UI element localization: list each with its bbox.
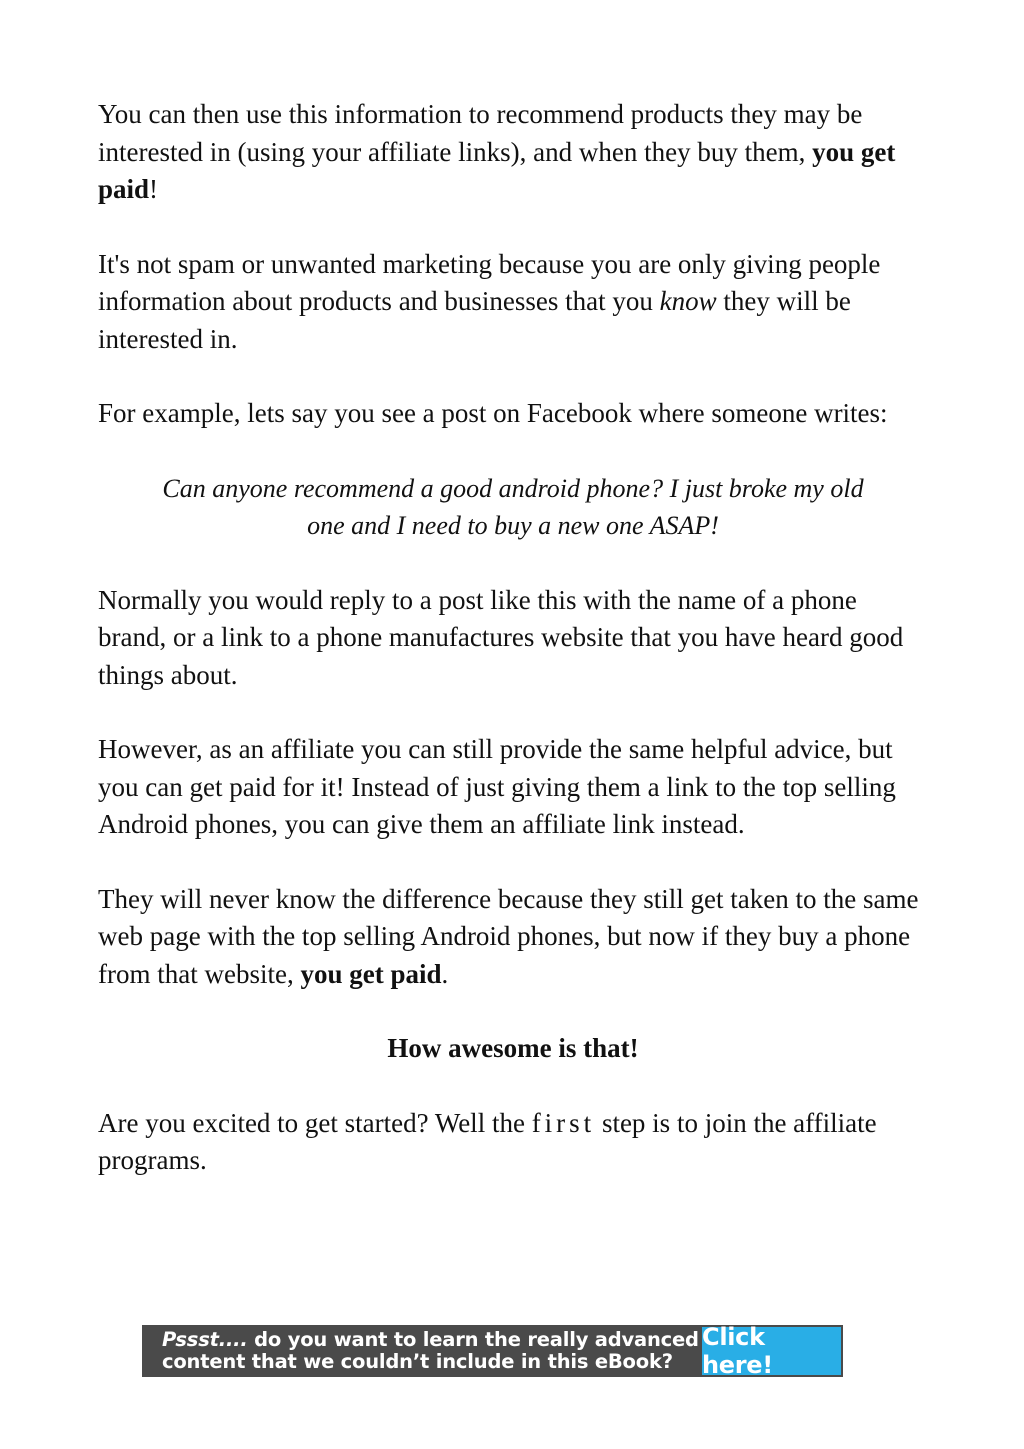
quote-line-2: one and I need to buy a new one ASAP! <box>307 511 719 540</box>
heading-how-awesome: How awesome is that! <box>387 1033 639 1063</box>
advanced-content-banner[interactable] <box>142 1325 843 1377</box>
paragraph-never-know: They will never know the difference because they still get taken to the same web page with the top selling Android phones, but now if they buy a phone from that website, you get paid. <box>98 883 919 989</box>
paragraph-not-spam: It's not spam or unwanted marketing because you are only giving people information about products and businesses that you know they will be interested in. <box>98 248 881 354</box>
paragraph-example-intro: For example, lets say you see a post on Facebook where someone writes: <box>98 398 888 428</box>
click-here-button[interactable]: Click here! <box>702 1327 841 1375</box>
emphasis-know: know <box>659 286 717 316</box>
quote-facebook-post <box>98 470 928 545</box>
document-page <box>98 96 928 1217</box>
paragraph-normally-reply: Normally you would reply to a post like this with the name of a phone brand, or a link to a phone manufactures website that you have heard good things about. <box>98 584 904 690</box>
emphasis-you-get-paid: you get paid <box>98 136 896 204</box>
emphasis-first: first <box>531 1107 596 1138</box>
banner-line-1: Pssst.... do you want to learn the really advanced <box>162 1328 699 1351</box>
emphasis-you-get-paid-2: you get paid <box>300 958 442 989</box>
banner-line-2: content that we couldn’t include in this eBook? <box>162 1350 673 1373</box>
paragraph-get-started: Are you excited to get started? Well the first step is to join the affiliate programs. <box>98 1107 877 1175</box>
banner-message <box>142 1329 702 1373</box>
quote-line-1: Can anyone recommend a good android phone? I just broke my old <box>162 473 864 503</box>
paragraph-as-affiliate: However, as an affiliate you can still provide the same helpful advice, but you can get paid for it! Instead of just giving them a link to the top selling Android phones, you can give them an affiliate link instead. <box>98 734 896 839</box>
paragraph-recommend-products: You can then use this information to recommend products they may be interested in (using your affiliate links), and when they buy them, you get paid! <box>98 99 896 204</box>
